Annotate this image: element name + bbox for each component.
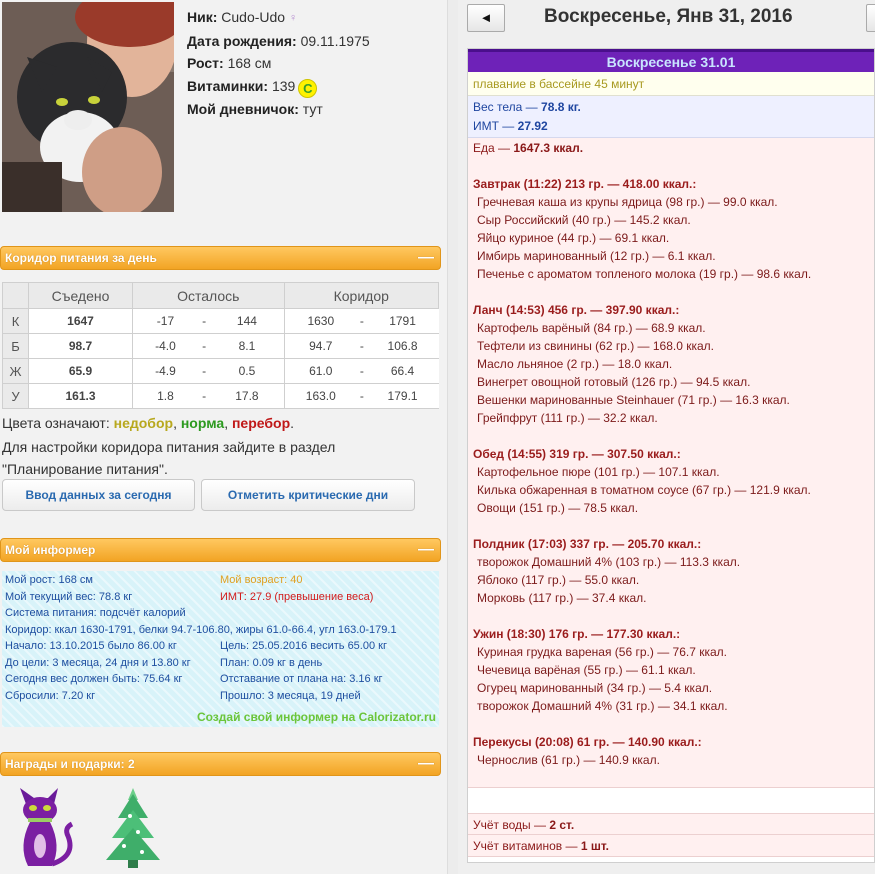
vitamins-row-value: 1 шт. [580,839,609,853]
col-header-eaten: Съедено [29,283,133,309]
water-value: 2 ст. [549,818,575,832]
corridor-panel-title: Коридор питания за день [5,251,157,265]
range-dash: - [357,309,367,334]
water-row[interactable] [468,813,874,835]
height-value: 168 см [227,55,272,71]
corridor-max: 66.4 [367,359,439,384]
informer-passed: Прошло: 3 месяца, 19 дней [220,689,361,702]
collapse-icon[interactable]: — [418,755,434,772]
corridor-panel-header[interactable] [0,246,441,270]
corridor-min: 94.7 [284,334,357,359]
profile-photo[interactable] [2,2,174,212]
vitamins-row[interactable] [468,835,874,857]
meal-item: Овощи (151 гр.) — 78.5 ккал. [477,501,639,515]
profile-info [187,6,370,120]
meal-item: Грейпфрут (111 гр.) — 32.2 ккал. [477,411,658,425]
weight-value: 78.8 кг. [541,100,581,114]
col-header-empty [3,283,29,309]
range-dash: - [357,384,367,409]
eaten-value: 98.7 [29,334,133,359]
meal-item: Картофельное пюре (101 гр.) — 107.1 ккал. [477,465,720,479]
row-label: Б [3,334,29,359]
collapse-icon[interactable]: — [418,541,434,558]
corridor-min: 61.0 [284,359,357,384]
meal-title[interactable]: Обед (14:55) 319 гр. — 307.50 ккал.: [473,447,681,461]
profile-vitamins-row [187,75,370,98]
meal-item: Вешенки маринованные Steinhauer (71 гр.) — 16.3 ккал. [477,393,790,407]
meal-title[interactable]: Ужин (18:30) 176 гр. — 177.30 ккал.: [473,627,681,641]
range-dash: - [198,309,210,334]
meal-title[interactable]: Полдник (17:03) 337 гр. — 205.70 ккал.: [473,537,702,551]
informer-bmi: ИМТ: 27.9 (превышение веса) [220,590,374,603]
note-line: Для настройки коридора питания зайдите в раздел [2,439,336,455]
range-dash: - [198,334,210,359]
female-icon: ♀ [289,12,298,24]
informer-to-goal: До цели: 3 месяца, 24 дня и 13.80 кг [5,656,191,669]
corridor-min: 1630 [284,309,357,334]
corridor-note [2,436,442,480]
range-dash: - [198,359,210,384]
informer-weight: Мой текущий вес: 78.8 кг [5,590,133,603]
food-section[interactable] [468,138,874,788]
meal-title[interactable]: Перекусы (20:08) 61 гр. — 140.90 ккал.: [473,735,702,749]
corridor-table-header-row [3,283,439,309]
remaining-min: -4.0 [133,334,198,359]
awards-panel-title: Награды и подарки: 2 [5,757,135,771]
profile-dob-row [187,30,370,53]
remaining-min: 1.8 [133,384,198,409]
meal-item: Яблоко (117 гр.) — 55.0 ккал. [477,573,640,587]
range-dash: - [357,359,367,384]
corridor-max: 1791 [367,309,439,334]
informer-widget[interactable] [2,571,439,727]
cat-award-icon[interactable] [6,786,78,874]
informer-lost: Сбросили: 7.20 кг [5,689,96,702]
corridor-max: 179.1 [367,384,439,409]
awards-panel-header[interactable] [0,752,441,776]
corridor-min: 163.0 [284,384,357,409]
informer-system: Система питания: подсчёт калорий [5,607,186,619]
remaining-max: 17.8 [210,384,284,409]
prev-day-button[interactable]: ◄ [467,4,505,32]
table-row [3,384,439,409]
diary-panel [467,48,875,863]
dob-label: Дата рождения: [187,32,297,49]
informer-right-col [220,572,387,704]
vitamins-row-label: Учёт витаминов — [473,839,578,853]
meal-spacer [473,283,869,301]
legend-under: недобор [113,415,174,431]
meal-item: Гречневая каша из крупы ядрица (98 гр.) — 99.0 ккал. [477,195,778,209]
meal-item: творожок Домашний 4% (103 гр.) — 113.3 ккал. [477,555,741,569]
legend-over: перебор [231,415,291,431]
meal-item: Печенье с ароматом топленого молока (19 гр.) — 98.6 ккал. [477,267,812,281]
bmi-label: ИМТ — [473,118,515,133]
meal-item: Картофель варёный (84 гр.) — 68.9 ккал. [477,321,706,335]
meal-item: Сыр Российский (40 гр.) — 145.2 ккал. [477,213,691,227]
tree-award-icon[interactable] [100,786,166,874]
profile-nick-row [187,6,370,30]
meal-item: творожок Домашний 4% (31 гр.) — 34.1 ккал. [477,699,728,713]
next-day-button[interactable] [866,4,875,32]
corridor-max: 106.8 [367,334,439,359]
meal-item: Чернослив (61 гр.) — 140.9 ккал. [477,753,660,767]
weight-row [473,98,869,117]
diary-header: Воскресенье 31.01 [468,49,874,72]
meal-title[interactable]: Завтрак (11:22) 213 гр. — 418.00 ккал.: [473,177,697,191]
table-row [3,309,439,334]
critical-days-button[interactable]: Отметить критические дни [201,479,415,511]
profile-diary-row [187,98,370,121]
table-row [3,359,439,384]
remaining-min: -4.9 [133,359,198,384]
meal-item: Огурец маринованный (34 гр.) — 5.4 ккал. [477,681,713,695]
eaten-value: 1647 [29,309,133,334]
meal-spacer [473,157,869,175]
meal-item: Морковь (117 гр.) — 37.4 ккал. [477,591,647,605]
legend-prefix: Цвета означают: [2,415,110,431]
informer-lag: Отставание от плана на: 3.16 кг [220,673,383,685]
range-dash: - [357,334,367,359]
meal-title[interactable]: Ланч (14:53) 456 гр. — 397.90 ккал.: [473,303,680,317]
informer-panel-title: Мой информер [5,543,96,557]
remaining-min: -17 [133,309,198,334]
diary-label: Мой дневничок: [187,100,299,117]
color-legend: Цвета означают: недобор, норма, перебор. [2,415,295,431]
meal-item: Тефтели из свинины (62 гр.) — 168.0 ккал. [477,339,715,353]
row-label: К [3,309,29,334]
meal-spacer [473,517,869,535]
water-label: Учёт воды — [473,818,546,832]
row-label: Ж [3,359,29,384]
food-label: Еда — [473,141,511,155]
meal-item: Масло льняное (2 гр.) — 18.0 ккал. [477,357,673,371]
informer-age: Мой возраст: 40 [220,574,303,586]
food-value: 1647.3 ккал. [513,141,584,155]
bmi-row [473,117,869,136]
range-dash: - [198,384,210,409]
col-header-corridor: Коридор [284,283,438,309]
col-header-remaining: Осталось [133,283,285,309]
weight-label: Вес тела — [473,100,538,114]
meal-spacer [473,715,869,733]
informer-should-weigh: Сегодня вес должен быть: 75.64 кг [5,673,183,685]
profile-height-row [187,52,370,75]
food-total-row [473,139,869,157]
informer-panel-header[interactable] [0,538,441,562]
informer-height: Мой рост: 168 см [5,574,93,586]
legend-norm: норма [180,415,225,431]
remaining-max: 8.1 [210,334,284,359]
informer-corridor: Коридор: ккал 1630-1791, белки 94.7-106.80, жиры 61.0-66.4, угл 163.0-179.1 [5,623,397,636]
height-label: Рост: [187,55,224,71]
activity-row[interactable]: плавание в бассейне 45 минут [468,72,874,96]
table-row [3,334,439,359]
create-informer-link[interactable]: Создай свой информер на Calorizator.ru [196,709,436,724]
meal-spacer [473,427,869,445]
meal-item: Винегрет овощной готовый (126 гр.) — 94.5 ккал. [477,375,751,389]
meal-item: Куриная грудка вареная (56 гр.) — 76.7 ккал. [477,645,727,659]
remaining-max: 0.5 [210,359,284,384]
row-label: У [3,384,29,409]
input-today-button[interactable]: Ввод данных за сегодня [2,479,195,511]
corridor-table [2,282,439,409]
note-line: "Планирование питания". [2,461,168,477]
eaten-value: 65.9 [29,359,133,384]
nick-label: Ник: [187,9,218,25]
nick-value: Cudo-Udo [221,9,286,25]
collapse-icon[interactable]: — [418,249,434,266]
profile-photo-image [2,2,174,212]
informer-start: Начало: 13.10.2015 было 86.00 кг [5,640,177,652]
day-title: Воскресенье, Янв 31, 2016 [544,6,793,27]
meal-item: Чечевица варёная (55 гр.) — 61.1 ккал. [477,663,696,677]
vitamins-label: Витаминки: [187,77,269,94]
vitamin-c-icon[interactable]: C [298,79,317,98]
weight-section[interactable] [468,96,874,138]
diary-link[interactable]: тут [302,100,323,117]
informer-plan: План: 0.09 кг в день [220,656,323,669]
meal-item: Яйцо куриное (44 гр.) — 69.1 ккал. [477,231,670,245]
informer-goal: Цель: 25.05.2016 весить 65.00 кг [220,640,387,652]
remaining-max: 144 [210,309,284,334]
eaten-value: 161.3 [29,384,133,409]
meal-item: Килька обжаренная в томатном соусе (67 гр.) — 121.9 ккал. [477,483,811,497]
bmi-value: 27.92 [517,118,548,133]
meal-spacer [473,607,869,625]
meal-item: Имбирь маринованный (12 гр.) — 6.1 ккал. [477,249,716,263]
vitamins-value: 139 [271,77,296,94]
dob-value: 09.11.1975 [300,32,370,49]
